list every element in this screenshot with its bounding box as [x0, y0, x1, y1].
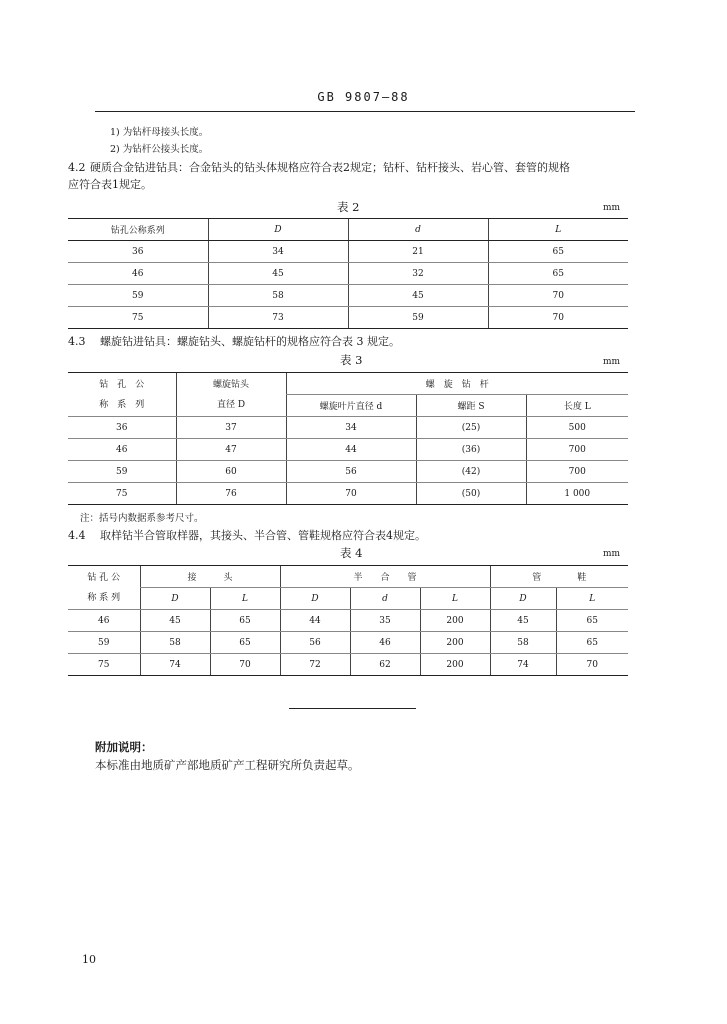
table-cell: 58	[208, 285, 348, 307]
section-4-3-number: 4.3	[68, 335, 86, 348]
table4	[68, 565, 628, 676]
table-cell: 65	[488, 241, 628, 263]
table-cell: 65	[488, 263, 628, 285]
table-cell: 700	[526, 439, 628, 461]
table-cell: 35	[350, 610, 420, 632]
table3-header-bit	[176, 373, 286, 417]
table-cell: 34	[208, 241, 348, 263]
table4-header-joint: 接 头	[140, 566, 280, 588]
table-header-row	[68, 373, 628, 395]
table-cell: 58	[140, 632, 210, 654]
table2-header-L: L	[488, 219, 628, 241]
table-cell: 70	[286, 483, 416, 505]
table-cell: (50)	[416, 483, 526, 505]
table-cell: 45	[140, 610, 210, 632]
table-cell: 65	[556, 632, 628, 654]
table4-subheader: d	[350, 588, 420, 610]
table2-header-D: D	[208, 219, 348, 241]
table-cell: 56	[286, 461, 416, 483]
table-cell: 45	[490, 610, 556, 632]
table-cell: 59	[68, 632, 140, 654]
table-row	[68, 241, 628, 263]
table-cell: 60	[176, 461, 286, 483]
table2-header-series: 钻孔公称系列	[68, 219, 208, 241]
table-cell: 72	[280, 654, 350, 676]
table-cell: 74	[140, 654, 210, 676]
table4-header-shoe: 管 鞋	[490, 566, 628, 588]
appendix-title: 附加说明：	[95, 740, 153, 754]
table-cell: 76	[176, 483, 286, 505]
table-cell: 56	[280, 632, 350, 654]
table-cell: 70	[210, 654, 280, 676]
table2	[68, 218, 628, 329]
table-cell: 62	[350, 654, 420, 676]
table-cell: 59	[68, 461, 176, 483]
page-header-title: GB 9807—88	[317, 90, 410, 104]
table-cell: 73	[208, 307, 348, 329]
table-cell: 32	[348, 263, 488, 285]
page-number: 10	[82, 953, 96, 966]
end-separator	[289, 708, 416, 709]
table4-subheader: D	[280, 588, 350, 610]
section-4-2-number: 4.2	[68, 161, 86, 174]
table-cell: 1 000	[526, 483, 628, 505]
table-header-row	[68, 566, 628, 588]
table-cell: 46	[68, 263, 208, 285]
table-cell: 45	[208, 263, 348, 285]
table-row	[68, 263, 628, 285]
table4-header-series-line2: 称 系 列	[87, 592, 121, 603]
table2-caption: 表 2	[337, 200, 360, 214]
table-row	[68, 417, 628, 439]
table-row	[68, 439, 628, 461]
table4-header-series-line1: 钻 孔 公	[87, 572, 121, 583]
table-cell: (42)	[416, 461, 526, 483]
table-header-row	[68, 588, 628, 610]
table-row	[68, 610, 628, 632]
table-cell: 75	[68, 483, 176, 505]
table4-caption: 表 4	[340, 546, 363, 560]
table4-subheader: D	[140, 588, 210, 610]
table-cell: 45	[348, 285, 488, 307]
table3-header-rod: 螺 旋 钻 杆	[286, 373, 628, 395]
table-cell: (25)	[416, 417, 526, 439]
section-4-4-text: 取样钻半合管取样器，其接头、半合管、管鞋规格应符合表4规定。	[100, 529, 426, 542]
table-cell: 75	[68, 654, 140, 676]
table-cell: 36	[68, 241, 208, 263]
table3-header-series	[68, 373, 176, 417]
table-cell: 74	[490, 654, 556, 676]
table-cell: 44	[280, 610, 350, 632]
table-cell: (36)	[416, 439, 526, 461]
table4-subheader: D	[490, 588, 556, 610]
table-cell: 70	[488, 307, 628, 329]
footnote-1: 1) 为钻杆母接头长度。	[110, 127, 209, 138]
table-cell: 36	[68, 417, 176, 439]
table-row	[68, 654, 628, 676]
table-cell: 44	[286, 439, 416, 461]
table3-header-series-line1: 钻 孔 公	[99, 379, 145, 390]
table-cell: 200	[420, 654, 490, 676]
table-row	[68, 285, 628, 307]
table-cell: 500	[526, 417, 628, 439]
table-row	[68, 307, 628, 329]
table-cell: 59	[68, 285, 208, 307]
table3-header-series-line2: 称 系 列	[99, 399, 145, 410]
table4-subheader: L	[210, 588, 280, 610]
table4-subheader: L	[420, 588, 490, 610]
table-header-row	[68, 219, 628, 241]
table-cell: 65	[210, 610, 280, 632]
table3-header-length: 长度 L	[526, 395, 628, 417]
table-cell: 21	[348, 241, 488, 263]
table2-unit: mm	[603, 203, 621, 213]
table3-unit: mm	[603, 357, 621, 367]
table-cell: 37	[176, 417, 286, 439]
table-cell: 47	[176, 439, 286, 461]
section-4-3-text: 螺旋钻进钻具：螺旋钻头、螺旋钻杆的规格应符合表 3 规定。	[100, 335, 400, 348]
table-row	[68, 632, 628, 654]
appendix-text: 本标准由地质矿产部地质矿产工程研究所负责起草。	[95, 758, 360, 772]
table-cell: 65	[556, 610, 628, 632]
footnote-2: 2) 为钻杆公接头长度。	[110, 144, 209, 155]
table3-header-bit-line2: 直径 D	[216, 399, 246, 410]
table2-header-d: d	[348, 219, 488, 241]
table-cell: 46	[68, 610, 140, 632]
table-cell: 700	[526, 461, 628, 483]
table3-note: 注：括号内数据系参考尺寸。	[80, 513, 204, 524]
table-cell: 70	[556, 654, 628, 676]
table3-header-bit-line1: 螺旋钻头	[212, 379, 249, 390]
table-cell: 75	[68, 307, 208, 329]
table-cell: 65	[210, 632, 280, 654]
table4-unit: mm	[603, 549, 621, 559]
table-cell: 34	[286, 417, 416, 439]
table3	[68, 372, 628, 505]
table3-caption: 表 3	[340, 353, 363, 367]
section-4-2-text-line2: 应符合表1规定。	[68, 178, 152, 191]
table-cell: 70	[488, 285, 628, 307]
table4-header-series	[68, 566, 140, 610]
table-cell: 46	[68, 439, 176, 461]
table-cell: 200	[420, 632, 490, 654]
table-row	[68, 483, 628, 505]
section-4-4-number: 4.4	[68, 529, 86, 542]
header-rule	[95, 111, 635, 112]
section-4-2-text-line1: 硬质合金钻进钻具：合金钻头的钻头体规格应符合表2规定；钻杆、钻杆接头、岩心管、套管的规格	[90, 161, 570, 174]
table-cell: 58	[490, 632, 556, 654]
table4-subheader: L	[556, 588, 628, 610]
table-row	[68, 461, 628, 483]
table4-header-half-tube: 半 合 管	[280, 566, 490, 588]
table-cell: 46	[350, 632, 420, 654]
table-cell: 59	[348, 307, 488, 329]
table-cell: 200	[420, 610, 490, 632]
table3-header-pitch: 螺距 S	[416, 395, 526, 417]
table3-header-blade: 螺旋叶片直径 d	[286, 395, 416, 417]
